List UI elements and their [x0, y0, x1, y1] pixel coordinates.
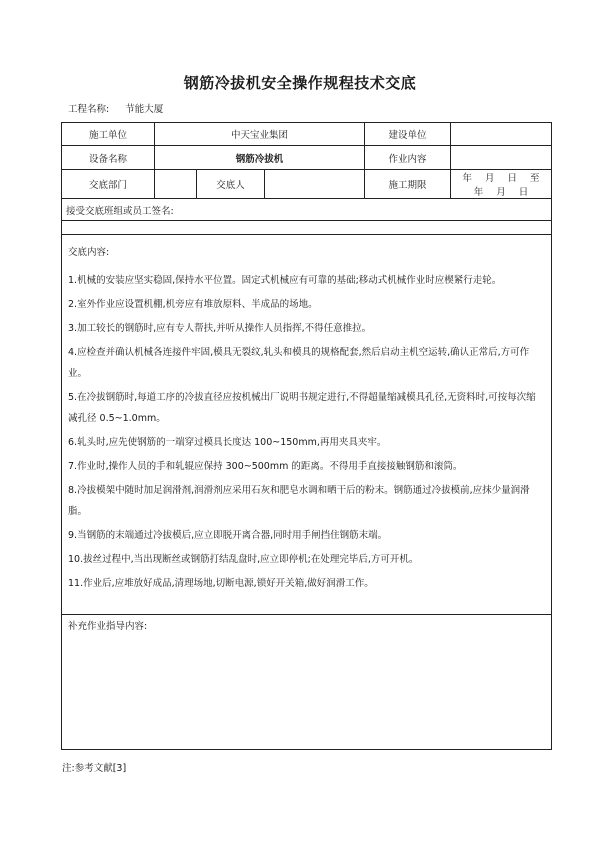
content-item: 10.拔丝过程中,当出现断丝或钢筋打结乱盘时,应立即停机;在处理完毕后,方可开机。 — [68, 554, 419, 565]
row-units — [62, 123, 552, 146]
row-equipment — [62, 146, 552, 170]
project-label: 工程名称: — [68, 104, 110, 115]
content-item: 9.当钢筋的末端通过冷拔模后,应立即脱开离合器,同时用手闸挡住钢筋末端。 — [68, 530, 388, 541]
handover-person-label: 交底人 — [197, 170, 265, 199]
equipment-value: 钢筋冷拔机 — [155, 146, 365, 170]
supplement-label: 补充作业指导内容: — [68, 621, 148, 632]
work-content-value[interactable] — [451, 146, 552, 170]
construction-unit-value: 中天宝业集团 — [155, 123, 365, 146]
content-cell — [62, 235, 552, 615]
document-title: 钢筋冷拔机安全操作规程技术交底 — [183, 74, 417, 92]
equipment-label: 设备名称 — [62, 146, 155, 170]
project-line — [68, 101, 163, 115]
handover-form-table — [61, 122, 552, 750]
content-item: 3.加工较长的钢筋时,应有专人帮扶,并听从操作人员指挥,不得任意推拉。 — [68, 323, 372, 334]
row-supplement — [62, 615, 552, 750]
footer-note: 注:参考文献[3] — [62, 763, 127, 774]
row-handover — [62, 170, 552, 199]
project-value: 节能大厦 — [125, 104, 164, 115]
content-item: 7.作业时,操作人员的手和轧辊应保持 300~500mm 的距离。不得用手直接接触钢筋和滚筒。 — [68, 461, 463, 472]
handover-person-value[interactable] — [265, 170, 365, 199]
content-item: 1.机械的安装应坚实稳固,保持水平位置。固定式机械应有可靠的基础;移动式机械作业时应楔紧行走轮。 — [68, 275, 502, 286]
build-unit-label: 建设单位 — [365, 123, 451, 146]
receiver-signature-label: 接受交底班组或员工签名: — [62, 199, 552, 221]
content-item: 4.应检查并确认机械各连接件牢固,模具无裂纹,轧头和模具的规格配套,然后启动主机空运转,确认正常后,方可作业。 — [68, 347, 530, 379]
row-receiver-blank — [62, 221, 552, 235]
construction-unit-label: 施工单位 — [62, 123, 155, 146]
content-item: 11.作业后,应堆放好成品,清理场地,切断电源,锁好开关箱,做好润滑工作。 — [68, 578, 374, 589]
build-unit-value[interactable] — [451, 123, 552, 146]
content-item: 8.冷拔模架中随时加足润滑剂,润滑剂应采用石灰和肥皂水调和晒干后的粉末。钢筋通过冷拔模前,应抹少量润滑脂。 — [68, 485, 530, 517]
handover-dept-value[interactable] — [155, 170, 197, 199]
period-value[interactable]: 年 月 日 至 年 月 日 — [451, 170, 552, 199]
row-content — [62, 235, 552, 615]
handover-dept-label: 交底部门 — [62, 170, 155, 199]
content-heading: 交底内容: — [68, 247, 110, 258]
supplement-cell[interactable] — [62, 615, 552, 750]
work-content-label: 作业内容 — [365, 146, 451, 170]
content-item: 6.轧头时,应先使钢筋的一端穿过模具长度达 100~150mm,再用夹具夹牢。 — [68, 437, 387, 448]
content-item: 5.在冷拔钢筋时,每道工序的冷拔直径应按机械出厂说明书规定进行,不得超量缩减模具孔径,无资料时,可按每次缩减孔径 0.5~1.0mm。 — [68, 392, 536, 424]
row-receiver — [62, 199, 552, 221]
content-item: 2.室外作业应设置机棚,机旁应有堆放原料、半成品的场地。 — [68, 299, 318, 310]
period-label: 施工期限 — [365, 170, 451, 199]
receiver-signature-field[interactable] — [62, 221, 552, 235]
